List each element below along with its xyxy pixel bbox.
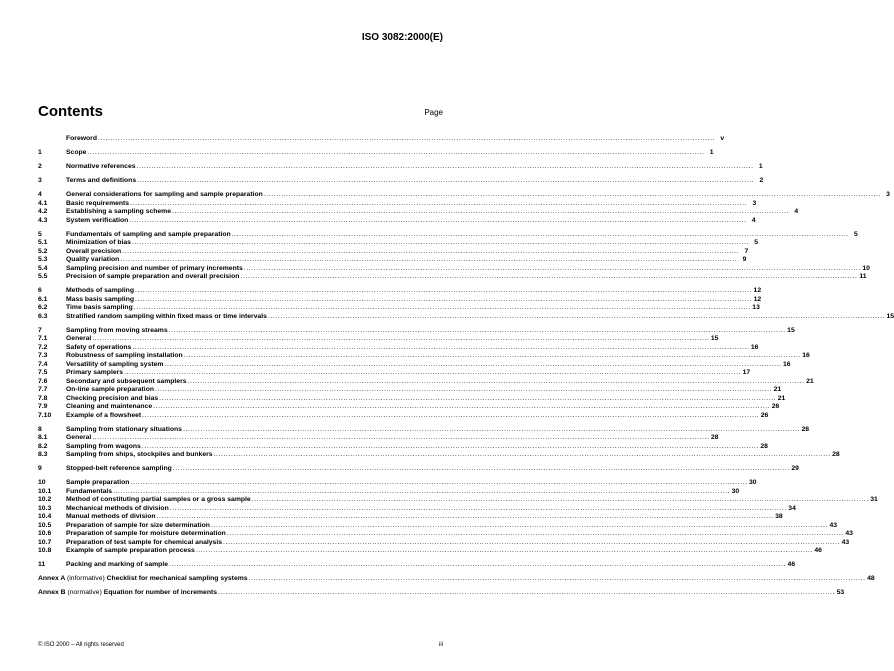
dot-leader [244,265,861,274]
toc-entry-title: Normative references [66,163,136,170]
dot-leader [232,231,849,240]
toc-entry[interactable] [38,304,760,313]
toc-entry[interactable] [38,163,763,172]
toc-entry-page: 38 [775,513,783,520]
toc-entry-page: 7 [744,247,749,255]
toc-entry-page: 5 [854,230,858,238]
toc-entry-page: 53 [836,589,845,596]
toc-entry[interactable] [38,208,799,217]
toc-entry-page: 46 [787,561,796,568]
toc-entry-page: 48 [867,575,875,582]
toc-entry-page: 30 [731,487,740,495]
toc-entry-number: 7.8 [38,394,48,402]
toc-entry-title: Primary samplers [66,369,124,376]
toc-entry-page: 16 [802,352,810,359]
dot-leader [211,522,828,531]
toc-entry-number: 7.1 [38,335,48,342]
toc-entry-number: 7 [38,326,42,334]
dot-leader [124,369,741,378]
toc-entry-title: Manual methods of division [66,513,156,520]
toc-entry[interactable] [38,369,751,378]
dot-leader [223,539,840,548]
toc-entry[interactable] [38,264,870,274]
page-title: Contents [38,103,103,120]
dot-leader [98,135,715,144]
dot-leader [130,200,747,209]
toc-entry-number: 6.2 [38,304,48,311]
toc-entry-number: 1 [38,149,42,156]
toc-entry-title: Basic requirements [66,199,130,207]
toc-entry-page: 4 [751,216,756,224]
toc-entry[interactable] [38,575,875,584]
dot-leader [188,378,805,387]
toc-entry-number: 6.1 [38,295,48,303]
toc-entry[interactable] [38,496,878,505]
toc-entry[interactable] [38,335,719,344]
dot-leader [164,361,781,370]
toc-entry-title: Quality variation [66,256,120,263]
toc-entry-number: 8.3 [38,451,48,458]
dot-leader [92,335,709,344]
table-of-contents [38,135,894,598]
toc-entry-page: 16 [783,360,791,368]
toc-entry[interactable] [38,504,796,514]
toc-entry-title: Stopped-belt reference sampling [66,465,172,472]
toc-entry-page: 12 [753,287,762,294]
dot-leader [137,163,754,172]
dot-leader [92,434,709,443]
dot-leader [157,513,774,522]
dot-leader [153,403,770,412]
dot-leader [184,352,801,361]
dot-leader [169,561,786,570]
toc-entry[interactable] [38,256,747,265]
toc-entry-number: 4.1 [38,199,48,207]
toc-entry[interactable] [38,538,850,548]
toc-entry-number: 10.6 [38,530,52,537]
toc-entry-page: 21 [806,377,814,385]
toc-entry-number: 4.2 [38,208,48,215]
toc-entry-title: Example of sample preparation process [66,547,195,554]
toc-entry-title: Secondary and subsequent samplers [66,377,187,385]
toc-entry[interactable] [38,377,814,387]
dot-leader [173,465,790,474]
toc-entry[interactable] [38,191,890,200]
toc-entry[interactable] [38,230,858,240]
toc-entry-number: 7.2 [38,343,48,351]
toc-entry-title: Robustness of sampling installation [66,352,183,359]
toc-entry[interactable] [38,411,769,421]
toc-entry-title: Stratified random sampling within fixed mass or time intervals [66,312,267,320]
annex-title: Equation for number of increments [103,589,218,596]
toc-entry-title: Method of constituting partial samples or a gross sample [66,496,251,503]
toc-entry[interactable] [38,177,764,186]
toc-entry-title: Safety of operations [66,343,132,351]
toc-entry-title: Fundamentals [66,487,113,495]
toc-entry-page: 11 [859,273,867,280]
dot-leader [135,287,752,296]
toc-entry[interactable] [38,547,822,556]
toc-entry-number: 10.7 [38,538,52,546]
toc-entry-title: Precision of sample preparation and overall precision [66,273,240,280]
toc-entry-number: 8 [38,425,42,433]
toc-entry-number: 5.1 [38,239,48,246]
toc-entry-page: v [720,135,725,142]
toc-entry-page: 43 [841,538,850,546]
toc-entry-title: System verification [66,216,129,224]
toc-entry[interactable] [38,273,867,282]
dot-leader [249,575,866,584]
toc-entry-number: 10.2 [38,496,52,503]
toc-entry-number: 3 [38,177,42,184]
toc-entry-page: 31 [870,496,878,503]
toc-entry-page: 21 [777,394,786,402]
toc-entry-title: Sampling from stationary situations [66,425,182,433]
toc-entry[interactable] [38,295,762,305]
toc-entry-title: Preparation of test sample for chemical analysis [66,538,223,546]
dot-leader [183,426,800,435]
toc-entry[interactable] [38,239,759,248]
toc-entry-title: Sampling from moving streams [66,326,168,334]
toc-entry-number: 4 [38,191,42,198]
toc-entry-title: Methods of sampling [66,287,134,294]
dot-leader [268,313,885,322]
toc-entry[interactable] [38,465,799,474]
toc-entry-title: Checking precision and bias [66,394,159,402]
toc-entry-page: 30 [749,479,757,486]
document-code: ISO 3082:2000(E) [361,32,443,43]
toc-entry[interactable] [38,312,894,322]
footer-page-number: iii [439,642,443,648]
toc-entry-title: Overall precision [66,247,122,255]
toc-entry[interactable] [38,479,757,488]
dot-leader [142,443,759,452]
toc-entry-title: Versatility of sampling system [66,360,164,368]
toc-entry-number: 10.1 [38,487,52,495]
toc-entry-number: 11 [38,561,46,568]
toc-entry-number: 7.4 [38,360,48,368]
toc-entry-page: 28 [710,434,719,441]
toc-entry-page: 2 [759,177,764,184]
toc-entry-number: 5.2 [38,247,48,255]
toc-entry-page: 3 [752,199,757,207]
toc-entry-number: 9 [38,465,42,472]
dot-leader [87,149,704,158]
toc-entry[interactable] [38,487,740,497]
dot-leader [113,488,730,497]
toc-entry[interactable] [38,451,840,460]
dot-leader [130,479,747,488]
toc-entry[interactable] [38,199,757,209]
toc-entry[interactable] [38,425,810,435]
page-column-label: Page [424,108,443,117]
toc-entry-title: On-line sample preparation [66,386,155,393]
annex-label: Annex B [38,589,66,596]
toc-entry-number: 4.3 [38,216,48,224]
toc-entry-page: 1 [709,149,714,156]
toc-entry-number: 5.3 [38,256,48,263]
toc-entry-page: 1 [758,163,763,170]
dot-leader [170,505,787,514]
toc-entry-page: 4 [794,208,799,215]
dot-leader [240,273,857,282]
footer-copyright: © ISO 2000 – All rights reserved [38,642,124,648]
toc-entry-title: General considerations for sampling and sample preparation [66,191,263,198]
dot-leader [264,191,881,200]
dot-leader [135,296,752,305]
toc-entry-number: 5 [38,230,42,238]
toc-entry-page: 46 [814,547,822,554]
dot-leader [196,547,813,556]
toc-entry-page: 28 [760,442,768,450]
toc-entry-title [38,575,248,584]
toc-entry-number: 10 [38,479,46,486]
toc-entry-page: 28 [832,451,840,458]
toc-entry-number: 7.6 [38,377,48,385]
dot-leader [122,248,739,257]
toc-entry[interactable] [38,326,795,336]
dot-leader [134,304,751,313]
toc-entry-title [38,589,217,598]
toc-entry-page: 43 [845,530,853,537]
toc-entry[interactable] [38,434,719,443]
dot-leader [169,327,786,336]
dot-leader [137,177,754,186]
toc-entry-number: 7.10 [38,411,52,419]
toc-entry[interactable] [38,352,810,361]
toc-entry-title: Foreword [66,135,97,142]
dot-leader [155,386,772,395]
toc-entry[interactable] [38,561,796,570]
toc-entry-number: 6 [38,287,42,294]
toc-entry-page: 21 [773,386,782,393]
dot-leader [159,395,776,404]
toc-entry-title: Time basis sampling [66,304,133,311]
toc-entry-number: 7.5 [38,369,48,376]
dot-leader [120,256,737,265]
toc-entry-number: 8.2 [38,442,48,450]
toc-entry-page: 34 [788,504,796,512]
toc-entry-number: 10.3 [38,504,52,512]
toc-entry-number: 6.3 [38,312,48,320]
toc-entry[interactable] [38,287,762,296]
toc-entry-title: Mechanical methods of division [66,504,169,512]
toc-entry-number: 2 [38,163,42,170]
toc-entry-page: 28 [801,425,810,433]
toc-entry-title: Establishing a sampling scheme [66,208,172,215]
dot-leader [227,530,844,539]
toc-entry-page: 15 [787,326,795,334]
toc-entry-number: 7.3 [38,352,48,359]
dot-leader [214,451,831,460]
toc-entry-title: Mass basis sampling [66,295,134,303]
toc-entry-number: 7.7 [38,386,48,393]
toc-entry-title: Preparation of sample for size determination [66,521,210,529]
toc-entry-number: 10.8 [38,547,52,554]
toc-entry-page: 15 [886,312,894,320]
annex-title: Checklist for mechanical sampling systems [106,575,248,582]
toc-entry[interactable] [38,343,759,353]
toc-entry-page: 29 [791,465,799,472]
toc-entry-title: Preparation of sample for moisture determination [66,530,226,537]
dot-leader [132,239,749,248]
toc-entry-page: 16 [750,343,759,351]
toc-entry-page: 13 [752,304,760,311]
toc-entry[interactable] [38,403,780,412]
dot-leader [172,208,789,217]
toc-entry-title: Fundamentals of sampling and sample preparation [66,230,231,238]
toc-entry[interactable] [38,247,749,257]
dot-leader [218,589,835,598]
toc-entry-page: 10 [862,264,870,272]
toc-entry-page: 26 [760,411,769,419]
toc-entry-title: Packing and marking of sample [66,561,168,568]
toc-entry-number: 8.1 [38,434,48,441]
toc-entry[interactable] [38,135,725,144]
toc-entry-page: 5 [754,239,759,246]
toc-entry-page: 15 [710,335,719,342]
toc-entry-number: 10.4 [38,513,52,520]
toc-entry-page: 3 [886,191,890,198]
toc-entry[interactable] [38,513,783,522]
dot-leader [252,496,869,505]
dot-leader [129,217,746,226]
toc-entry[interactable] [38,149,714,158]
toc-entry-number: 5.4 [38,264,48,272]
toc-entry-title: Scope [66,149,87,156]
annex-type: (normative) [67,589,102,596]
annex-type: (informative) [66,575,105,582]
toc-entry[interactable] [38,521,838,531]
toc-entry-title: Minimization of bias [66,239,131,246]
annex-label: Annex A [38,575,66,582]
toc-entry-number: 7.9 [38,403,48,410]
dot-leader [142,412,759,421]
toc-entry-title: Sampling from wagons [66,442,141,450]
toc-entry[interactable] [38,360,791,370]
toc-entry[interactable] [38,386,782,395]
toc-entry-title: Sampling from ships, stockpiles and bunkers [66,451,213,458]
toc-entry-page: 17 [742,369,751,376]
toc-entry-page: 43 [829,521,838,529]
toc-entry-page: 26 [771,403,780,410]
toc-entry-title: Cleaning and maintenance [66,403,153,410]
toc-entry[interactable] [38,216,756,226]
toc-entry[interactable] [38,394,786,404]
toc-entry-number: 10.5 [38,521,52,529]
toc-entry-title: General [66,335,92,342]
toc-entry-title: General [66,434,92,441]
toc-entry[interactable] [38,589,845,598]
toc-entry-number: 5.5 [38,273,48,280]
toc-entry[interactable] [38,442,768,452]
toc-entry[interactable] [38,530,853,539]
dot-leader [132,344,749,353]
toc-entry-page: 9 [742,256,747,263]
toc-entry-title: Example of a flowsheet [66,411,142,419]
toc-entry-title: Terms and definitions [66,177,137,184]
toc-entry-title: Sampling precision and number of primary increments [66,264,243,272]
toc-entry-title: Sample preparation [66,479,130,486]
toc-entry-page: 12 [753,295,762,303]
